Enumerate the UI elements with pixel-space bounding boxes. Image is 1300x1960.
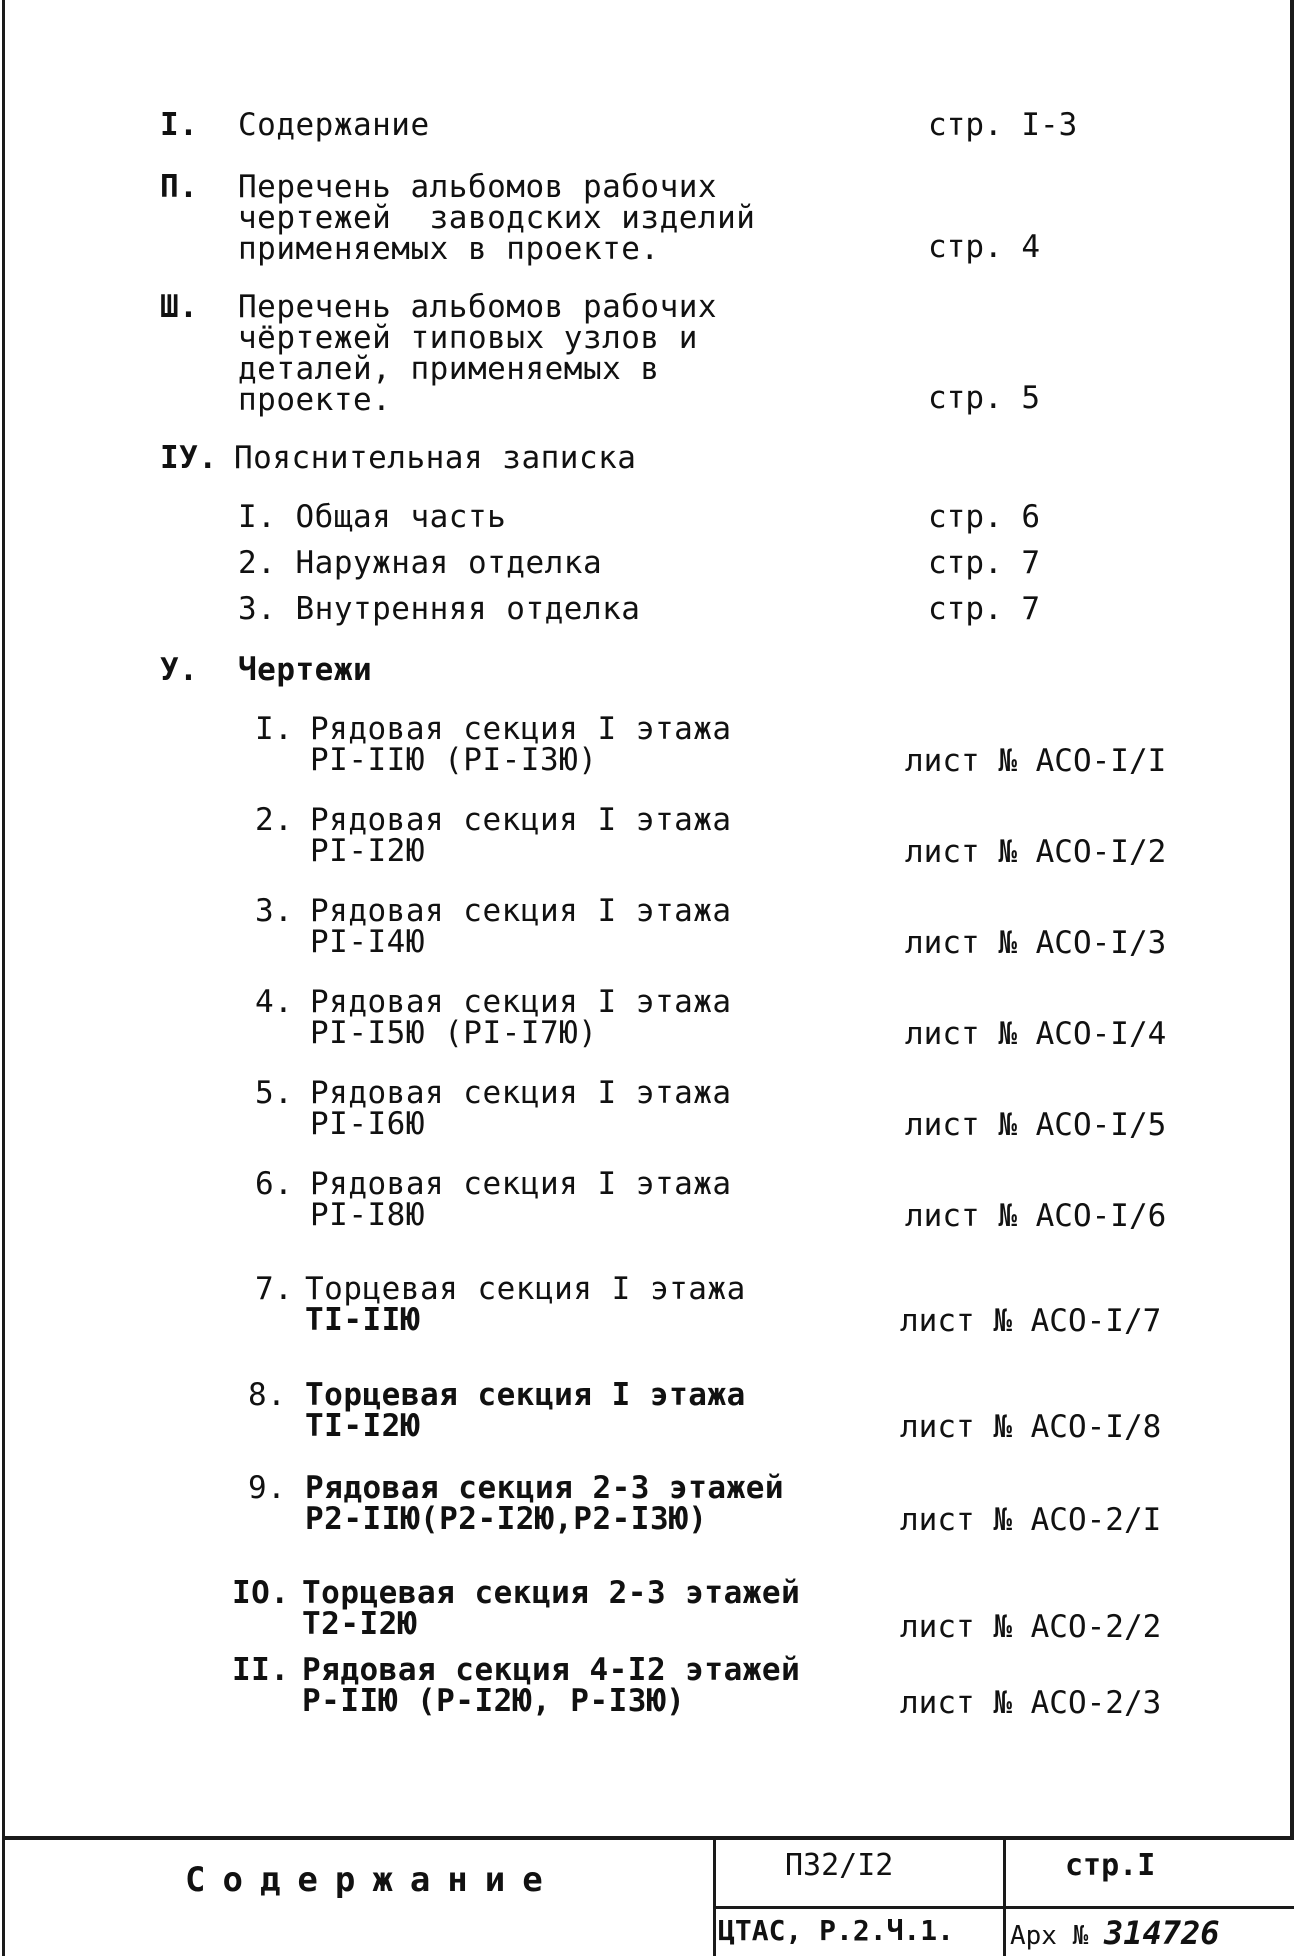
title-block-divider	[713, 1906, 1294, 1909]
page-reference: стр. 7	[928, 591, 1040, 627]
frame-right-border	[1290, 0, 1294, 1836]
frame-left-border	[2, 0, 5, 1956]
drawing-title: Рядовая секция I этажа	[310, 893, 732, 929]
section-number: Ш.	[160, 289, 199, 325]
section-title-line: Перечень альбомов рабочих	[238, 289, 718, 325]
section-title-line: применяемых в проекте.	[238, 231, 660, 267]
section-title-line: деталей, применяемых в	[238, 351, 660, 387]
sheet-reference: лист № АСО-I/3	[905, 925, 1167, 961]
note-item: 2. Наружная отделка	[238, 545, 603, 581]
drawing-title: Рядовая секция I этажа	[310, 984, 732, 1020]
sheet-reference: лист № АСО-2/3	[900, 1685, 1162, 1721]
drawing-code: TI-I2Ю	[305, 1408, 420, 1444]
drawing-title: Рядовая секция I этажа	[310, 711, 732, 747]
section-title-line: чертежей заводских изделий	[238, 200, 756, 236]
section-number: П.	[160, 169, 199, 205]
drawing-code: P2-IIЮ(P2-I2Ю,P2-I3Ю)	[305, 1501, 708, 1537]
drawing-number: 7.	[255, 1271, 294, 1307]
drawing-title: Рядовая секция I этажа	[310, 1075, 732, 1111]
sheet-reference: лист № АСО-I/6	[905, 1198, 1167, 1234]
section-title: Содержание	[238, 107, 430, 143]
drawing-number: 9.	[248, 1470, 287, 1506]
drawing-number: II.	[232, 1652, 290, 1688]
drawing-number: 5.	[255, 1075, 294, 1111]
drawing-code: PI-I8Ю	[310, 1197, 425, 1233]
page-reference: стр. 7	[928, 545, 1040, 581]
section-number: IУ.	[160, 440, 218, 476]
drawing-code: PI-I2Ю	[310, 833, 425, 869]
section-number: У.	[160, 652, 199, 688]
page-reference: стр. 5	[928, 380, 1040, 416]
drawing-code: P-IIЮ (P-I2Ю, P-I3Ю)	[302, 1683, 686, 1719]
drawing-code: PI-I6Ю	[310, 1106, 425, 1142]
note-item: 3. Внутренняя отделка	[238, 591, 641, 627]
drawing-number: 2.	[255, 802, 294, 838]
sheet-reference: лист № АСО-I/5	[905, 1107, 1167, 1143]
drawing-code: PI-IIЮ (PI-I3Ю)	[310, 742, 598, 778]
archive-number: 314726	[1103, 1914, 1220, 1952]
sheet-reference: лист № АСО-I/4	[905, 1016, 1167, 1052]
section-title: Пояснительная записка	[234, 440, 637, 476]
section-title-line: проекте.	[238, 382, 392, 418]
drawing-code: TI-IIЮ	[305, 1302, 420, 1338]
drawing-title: Торцевая секция 2-3 этажей	[302, 1575, 801, 1611]
drawing-number: 6.	[255, 1166, 294, 1202]
drawing-code: PI-I4Ю	[310, 924, 425, 960]
drawing-title: Рядовая секция I этажа	[310, 1166, 732, 1202]
drawing-number: I.	[255, 711, 294, 747]
drawing-number: 3.	[255, 893, 294, 929]
page-number: стр.I	[1065, 1848, 1156, 1883]
drawing-title: Рядовая секция 4-I2 этажей	[302, 1652, 801, 1688]
drawing-title: Торцевая секция I этажа	[305, 1377, 746, 1413]
drawing-number: IO.	[232, 1575, 290, 1611]
document-code: П32/I2	[785, 1848, 894, 1883]
page-reference: стр. I-3	[928, 107, 1078, 143]
section-title-line: чёртежей типовых узлов и	[238, 320, 698, 356]
drawing-code: PI-I5Ю (PI-I7Ю)	[310, 1015, 598, 1051]
title-block-divider	[713, 1836, 716, 1956]
sheet-reference: лист № АСО-I/8	[900, 1409, 1162, 1445]
sheet-reference: лист № АСО-2/I	[900, 1502, 1162, 1538]
note-item: I. Общая часть	[238, 499, 507, 535]
drawing-title: Рядовая секция I этажа	[310, 802, 732, 838]
archive-stamp	[1010, 1914, 1220, 1952]
section-title: Чертежи	[238, 652, 373, 688]
sheet-reference: лист № АСО-I/7	[900, 1303, 1162, 1339]
drawing-number: 8.	[248, 1377, 287, 1413]
sheet-reference: лист № АСО-I/2	[905, 834, 1167, 870]
section-title-line: Перечень альбомов рабочих	[238, 169, 718, 205]
sheet-reference: лист № АСО-2/2	[900, 1609, 1162, 1645]
inventory-stamp: ЦТАС, Р.2.Ч.1.	[718, 1914, 955, 1947]
drawing-title: Рядовая секция 2-3 этажей	[305, 1470, 785, 1506]
drawing-title: Торцевая секция I этажа	[305, 1271, 746, 1307]
drawing-code: T2-I2Ю	[302, 1606, 417, 1642]
title-block-divider	[1003, 1836, 1006, 1956]
archive-label: Арх №	[1010, 1921, 1089, 1951]
page-reference: стр. 6	[928, 499, 1040, 535]
drawing-number: 4.	[255, 984, 294, 1020]
section-number: I.	[160, 107, 199, 143]
document-title: Содержание	[185, 1860, 560, 1900]
sheet-reference: лист № АСО-I/I	[905, 743, 1167, 779]
page-reference: стр. 4	[928, 229, 1040, 265]
